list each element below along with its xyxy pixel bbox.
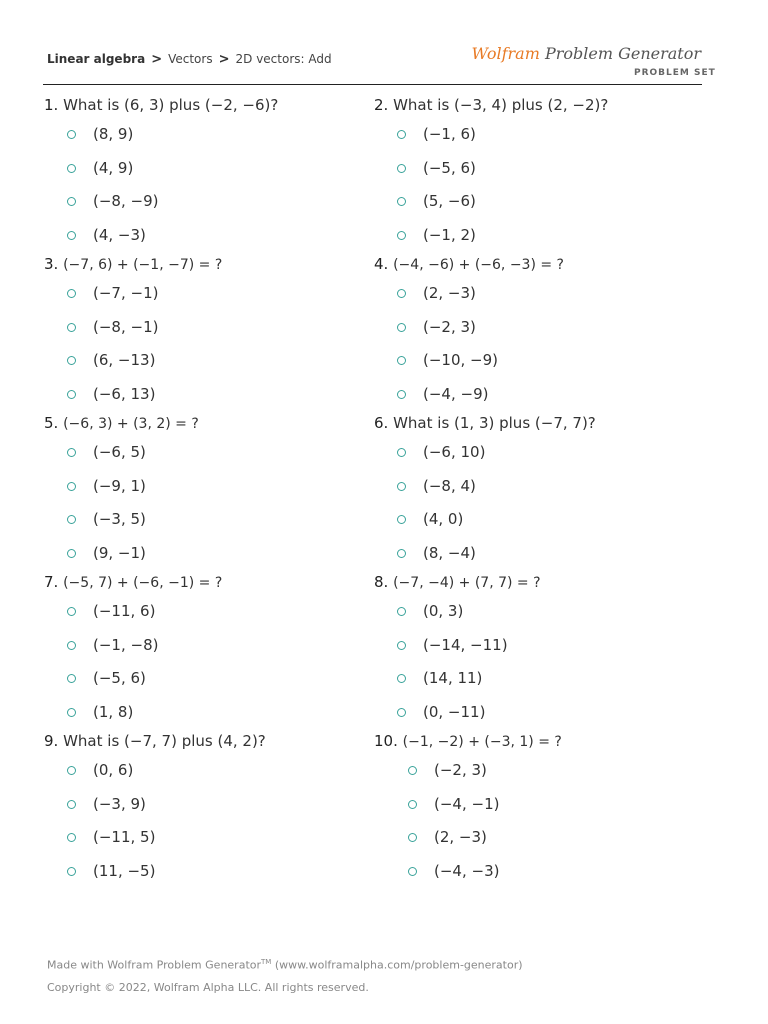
- radio-button-icon[interactable]: [397, 515, 406, 524]
- radio-button-icon[interactable]: [397, 708, 406, 717]
- answer-option[interactable]: [397, 192, 476, 210]
- radio-button-icon[interactable]: [67, 607, 76, 616]
- breadcrumb-item-page: 2D vectors: Add: [235, 52, 332, 66]
- answer-option[interactable]: [397, 318, 476, 336]
- radio-button-icon[interactable]: [397, 607, 406, 616]
- answer-option-label: (−7, −1): [93, 284, 159, 302]
- breadcrumb-separator: >: [218, 52, 230, 67]
- answer-option[interactable]: [67, 862, 155, 880]
- question-prompt: What is (6, 3) plus (−2, −6)?: [63, 96, 279, 114]
- answer-option[interactable]: [397, 443, 485, 461]
- answer-option[interactable]: [408, 795, 499, 813]
- answer-option-label: (1, 8): [93, 703, 134, 721]
- answer-option[interactable]: [67, 477, 146, 495]
- radio-button-icon[interactable]: [67, 833, 76, 842]
- answer-option-label: (4, −3): [93, 226, 146, 244]
- question-prompt: (−6, 3) + (3, 2) = ?: [63, 416, 199, 432]
- question-7: [44, 573, 222, 591]
- answer-option-label: (−8, 4): [423, 477, 476, 495]
- answer-option[interactable]: [67, 443, 146, 461]
- radio-button-icon[interactable]: [397, 231, 406, 240]
- answer-option[interactable]: [397, 351, 498, 369]
- question-number: 10.: [374, 732, 398, 750]
- radio-button-icon[interactable]: [408, 833, 417, 842]
- answer-option-label: (−8, −1): [93, 318, 159, 336]
- radio-button-icon[interactable]: [397, 130, 406, 139]
- radio-button-icon[interactable]: [397, 549, 406, 558]
- answer-option[interactable]: [67, 636, 158, 654]
- brand-accent: Wolfram: [471, 44, 540, 63]
- radio-button-icon[interactable]: [397, 323, 406, 332]
- answer-option-label: (9, −1): [93, 544, 146, 562]
- question-number: 5.: [44, 414, 59, 432]
- question-1: [44, 96, 278, 114]
- answer-option[interactable]: [397, 284, 476, 302]
- answer-option[interactable]: [67, 125, 133, 143]
- question-2: [374, 96, 608, 114]
- radio-button-icon[interactable]: [67, 130, 76, 139]
- answer-option[interactable]: [67, 385, 155, 403]
- answer-option-label: (0, −11): [423, 703, 486, 721]
- answer-option-label: (11, −5): [93, 862, 156, 880]
- radio-button-icon[interactable]: [397, 448, 406, 457]
- answer-option-label: (−11, 5): [93, 828, 156, 846]
- radio-button-icon[interactable]: [397, 482, 406, 491]
- question-number: 4.: [374, 255, 389, 273]
- breadcrumb-item-subtopic: Vectors: [168, 52, 213, 66]
- answer-option-label: (8, −4): [423, 544, 476, 562]
- question-prompt: What is (−7, 7) plus (4, 2)?: [63, 732, 266, 750]
- answer-option-label: (−6, 10): [423, 443, 486, 461]
- radio-button-icon[interactable]: [67, 448, 76, 457]
- answer-option[interactable]: [67, 703, 133, 721]
- answer-option-label: (−8, −9): [93, 192, 159, 210]
- radio-button-icon[interactable]: [67, 390, 76, 399]
- answer-option[interactable]: [67, 351, 155, 369]
- answer-option-label: (−9, 1): [93, 477, 146, 495]
- answer-option-label: (−4, −3): [434, 862, 500, 880]
- question-5: [44, 414, 199, 432]
- answer-option-label: (0, 3): [423, 602, 464, 620]
- question-8: [374, 573, 541, 591]
- answer-option[interactable]: [67, 669, 146, 687]
- radio-button-icon[interactable]: [397, 164, 406, 173]
- question-number: 6.: [374, 414, 389, 432]
- answer-option[interactable]: [408, 828, 487, 846]
- radio-button-icon[interactable]: [67, 708, 76, 717]
- radio-button-icon[interactable]: [67, 800, 76, 809]
- brand-name: Problem Generator: [539, 44, 701, 63]
- answer-option-label: (0, 6): [93, 761, 134, 779]
- answer-option[interactable]: [67, 602, 155, 620]
- answer-option-label: (−3, 9): [93, 795, 146, 813]
- question-prompt: What is (−3, 4) plus (2, −2)?: [393, 96, 609, 114]
- answer-option[interactable]: [397, 669, 482, 687]
- question-3: [44, 255, 222, 273]
- answer-option-label: (−6, 5): [93, 443, 146, 461]
- answer-option[interactable]: [397, 226, 476, 244]
- breadcrumb-separator: >: [151, 52, 163, 67]
- question-prompt: (−7, 6) + (−1, −7) = ?: [63, 257, 223, 273]
- answer-option[interactable]: [67, 159, 133, 177]
- radio-button-icon[interactable]: [67, 674, 76, 683]
- trademark-mark: TM: [261, 958, 272, 966]
- question-number: 2.: [374, 96, 389, 114]
- answer-option-label: (−5, 6): [93, 669, 146, 687]
- answer-option-label: (4, 9): [93, 159, 134, 177]
- answer-option-label: (8, 9): [93, 125, 134, 143]
- radio-button-icon[interactable]: [67, 197, 76, 206]
- answer-option[interactable]: [397, 477, 476, 495]
- radio-button-icon[interactable]: [67, 482, 76, 491]
- answer-option[interactable]: [397, 544, 476, 562]
- radio-button-icon[interactable]: [67, 641, 76, 650]
- breadcrumb-item-topic: Linear algebra: [47, 52, 146, 66]
- answer-option[interactable]: [67, 828, 155, 846]
- radio-button-icon[interactable]: [67, 164, 76, 173]
- question-prompt: (−5, 7) + (−6, −1) = ?: [63, 575, 223, 591]
- radio-button-icon[interactable]: [397, 641, 406, 650]
- radio-button-icon[interactable]: [408, 766, 417, 775]
- question-9: [44, 732, 266, 750]
- answer-option-label: (−1, −8): [93, 636, 159, 654]
- answer-option-label: (6, −13): [93, 351, 156, 369]
- answer-option[interactable]: [408, 862, 499, 880]
- answer-option-label: (−5, 6): [423, 159, 476, 177]
- answer-option-label: (−1, 6): [423, 125, 476, 143]
- question-number: 9.: [44, 732, 59, 750]
- radio-button-icon[interactable]: [67, 356, 76, 365]
- answer-option-label: (−11, 6): [93, 602, 156, 620]
- answer-option[interactable]: [397, 703, 485, 721]
- question-number: 3.: [44, 255, 59, 273]
- radio-button-icon[interactable]: [67, 515, 76, 524]
- answer-option-label: (−4, −9): [423, 385, 489, 403]
- radio-button-icon[interactable]: [67, 289, 76, 298]
- radio-button-icon[interactable]: [397, 356, 406, 365]
- brand-logo: [471, 44, 701, 63]
- answer-option-label: (−1, 2): [423, 226, 476, 244]
- answer-option[interactable]: [67, 192, 158, 210]
- answer-option-label: (−14, −11): [423, 636, 508, 654]
- radio-button-icon[interactable]: [397, 674, 406, 683]
- footer-credit: [47, 958, 523, 972]
- radio-button-icon[interactable]: [408, 800, 417, 809]
- radio-button-icon[interactable]: [397, 289, 406, 298]
- answer-option-label: (2, −3): [423, 284, 476, 302]
- answer-option[interactable]: [67, 318, 158, 336]
- answer-option[interactable]: [397, 159, 476, 177]
- answer-option[interactable]: [397, 602, 463, 620]
- radio-button-icon[interactable]: [397, 390, 406, 399]
- answer-option-label: (−10, −9): [423, 351, 499, 369]
- answer-option[interactable]: [67, 761, 133, 779]
- question-4: [374, 255, 564, 273]
- breadcrumb: [47, 52, 332, 67]
- answer-option-label: (4, 0): [423, 510, 464, 528]
- answer-option[interactable]: [67, 510, 146, 528]
- answer-option[interactable]: [397, 510, 463, 528]
- answer-option-label: (5, −6): [423, 192, 476, 210]
- header-divider: [43, 84, 702, 85]
- radio-button-icon[interactable]: [67, 549, 76, 558]
- footer-url: (www.wolframalpha.com/problem-generator): [271, 958, 523, 972]
- question-number: 7.: [44, 573, 59, 591]
- answer-option-label: (−6, 13): [93, 385, 156, 403]
- answer-option[interactable]: [67, 226, 146, 244]
- radio-button-icon[interactable]: [67, 231, 76, 240]
- question-number: 8.: [374, 573, 389, 591]
- question-number: 1.: [44, 96, 59, 114]
- radio-button-icon[interactable]: [397, 197, 406, 206]
- answer-option-label: (−3, 5): [93, 510, 146, 528]
- brand-subtitle: PROBLEM SET: [634, 68, 716, 78]
- radio-button-icon[interactable]: [408, 867, 417, 876]
- answer-option-label: (2, −3): [434, 828, 487, 846]
- footer-made-with: Made with Wolfram Problem Generator: [47, 958, 262, 972]
- question-10: [374, 732, 562, 750]
- question-prompt: (−1, −2) + (−3, 1) = ?: [402, 734, 562, 750]
- answer-option[interactable]: [67, 544, 146, 562]
- question-prompt: (−7, −4) + (7, 7) = ?: [393, 575, 541, 591]
- answer-option-label: (−2, 3): [434, 761, 487, 779]
- answer-option-label: (−4, −1): [434, 795, 500, 813]
- radio-button-icon[interactable]: [67, 766, 76, 775]
- question-prompt: What is (1, 3) plus (−7, 7)?: [393, 414, 596, 432]
- question-prompt: (−4, −6) + (−6, −3) = ?: [393, 257, 564, 273]
- answer-option[interactable]: [397, 385, 488, 403]
- answer-option[interactable]: [67, 795, 146, 813]
- answer-option-label: (14, 11): [423, 669, 483, 687]
- answer-option[interactable]: [408, 761, 487, 779]
- question-6: [374, 414, 596, 432]
- answer-option-label: (−2, 3): [423, 318, 476, 336]
- answer-option[interactable]: [397, 636, 508, 654]
- answer-option[interactable]: [67, 284, 158, 302]
- answer-option[interactable]: [397, 125, 476, 143]
- footer-copyright: Copyright © 2022, Wolfram Alpha LLC. All rights reserved.: [47, 981, 369, 994]
- radio-button-icon[interactable]: [67, 867, 76, 876]
- radio-button-icon[interactable]: [67, 323, 76, 332]
